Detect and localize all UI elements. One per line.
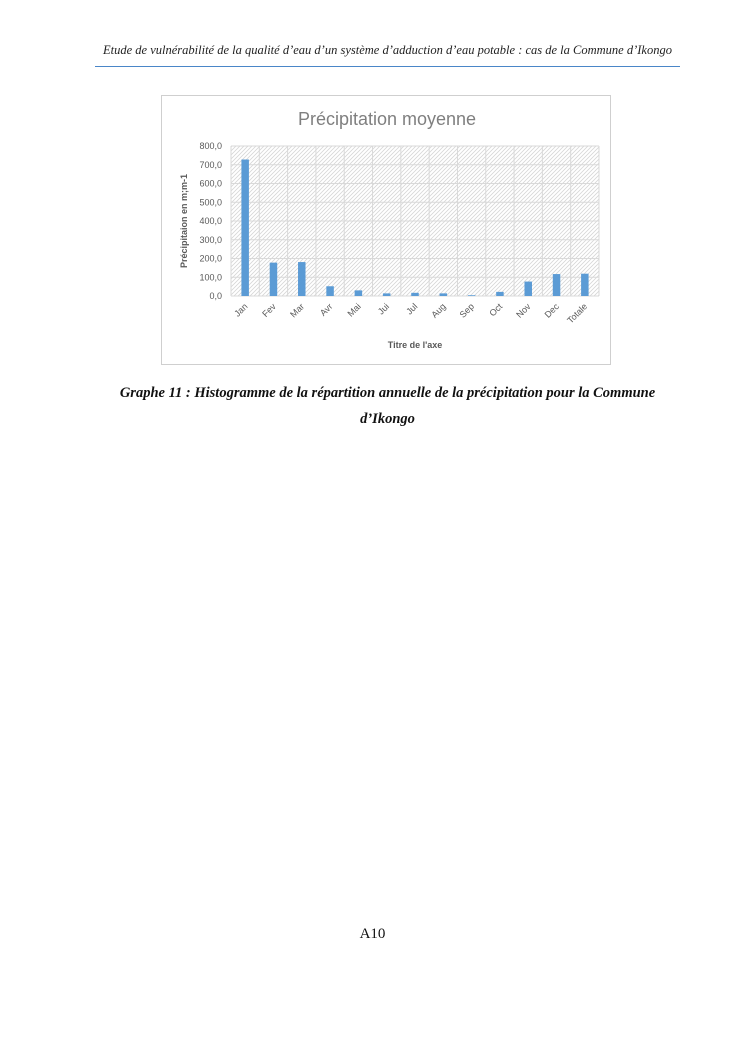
bar-mar <box>298 262 306 296</box>
x-tick-label: Nov <box>514 301 533 320</box>
bar-totale <box>581 274 589 296</box>
bar-aug <box>440 293 448 296</box>
chart-title: Précipitation moyenne <box>297 109 477 129</box>
x-tick-label: Mar <box>288 301 307 320</box>
bar-jan <box>241 160 249 297</box>
bar-dec <box>553 274 561 296</box>
y-axis-ticks <box>199 141 222 301</box>
x-axis-ticks <box>232 301 589 325</box>
x-tick-label: Oct <box>487 301 505 319</box>
x-tick-label: Aug <box>429 301 448 320</box>
x-tick-label: Totale <box>565 301 590 326</box>
y-tick-label: 500,0 <box>199 197 222 208</box>
y-tick-label: 600,0 <box>199 178 222 189</box>
header-divider <box>95 66 680 67</box>
chart-container <box>161 95 611 365</box>
x-tick-label: Dec <box>542 301 561 320</box>
caption-line-2: d’Ikongo <box>360 411 415 427</box>
x-tick-label: Jui <box>375 301 392 317</box>
bar-nov <box>524 282 532 296</box>
bar-sep <box>468 295 476 296</box>
running-header: Etude de vulnérabilité de la qualité d’eau d’un système d’adduction d’eau potable : cas de la Commune d’Ikongo <box>103 43 672 57</box>
y-tick-label: 200,0 <box>199 253 222 264</box>
x-tick-label: Jan <box>232 301 250 319</box>
figure-caption <box>100 380 675 432</box>
page-number: A10 <box>359 926 386 942</box>
x-tick-label: Fev <box>260 301 278 320</box>
y-tick-label: 400,0 <box>199 216 222 226</box>
y-tick-label: 300,0 <box>199 234 222 245</box>
bar-mai <box>355 290 363 296</box>
y-axis-title: Précipitaion en m;m-1 <box>179 173 189 269</box>
bar-oct <box>496 292 504 296</box>
caption-line-1: Graphe 11 : Histogramme de la répartition annuelle de la précipitation pour la Commune <box>119 385 656 401</box>
bar-avr <box>326 286 334 296</box>
x-tick-label: Avr <box>317 301 335 318</box>
y-tick-label: 700,0 <box>199 159 222 170</box>
x-tick-label: Sep <box>457 301 477 320</box>
bar-chart <box>162 96 612 366</box>
y-tick-label: 800,0 <box>199 141 222 151</box>
bar-jui <box>383 293 391 296</box>
y-tick-label: 0,0 <box>209 291 222 301</box>
y-tick-label: 100,0 <box>199 272 222 283</box>
bar-jul <box>411 293 419 296</box>
x-tick-label: Mai <box>345 301 363 319</box>
bar-fev <box>270 263 278 296</box>
x-tick-label: Jul <box>404 301 420 317</box>
x-axis-title: Titre de l'axe <box>387 340 443 350</box>
